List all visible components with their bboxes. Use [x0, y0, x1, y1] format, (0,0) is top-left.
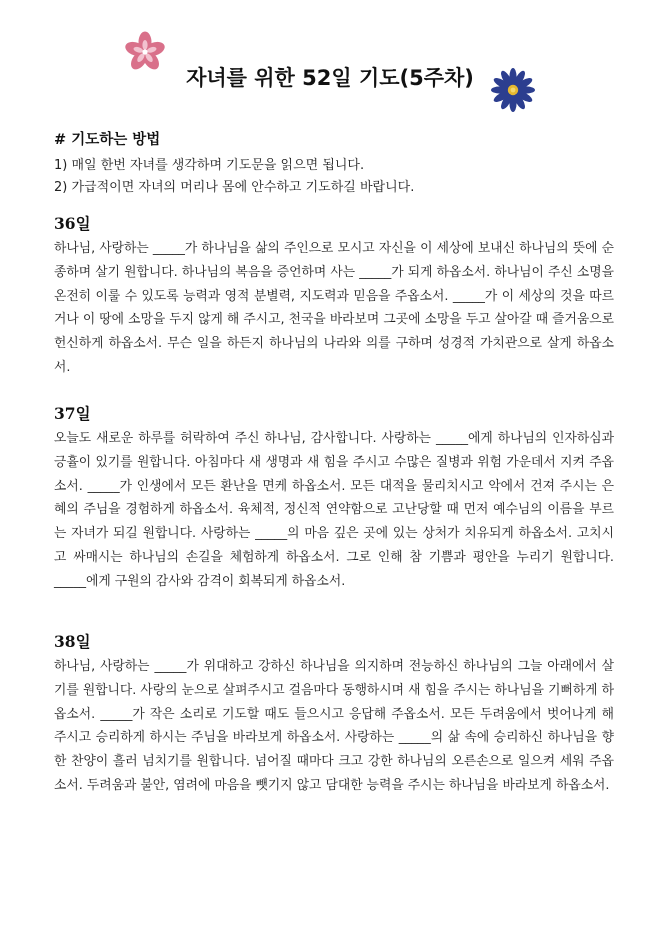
day-38-section [54, 630, 614, 798]
day-heading: 38일 [54, 632, 91, 651]
blue-flower-icon [490, 67, 536, 113]
day-heading: 37일 [54, 404, 91, 423]
page-title: 자녀를 위한 52일 기도(5주차) [186, 66, 474, 91]
method-item: 2) 가급적이면 자녀의 머리나 몸에 안수하고 기도하길 바랍니다. [54, 180, 415, 195]
day-37-section [54, 402, 614, 594]
day-36-section [54, 212, 614, 380]
prayer-content [54, 128, 614, 793]
prayer-text: 하나님, 사랑하는 _____가 하나님을 삶의 주인으로 모시고 자신을 이 세상에 보내신 하나님의 뜻에 순종하며 살기 원합니다. 하나님의 복음을 증언하며 사는 _____가 되게 하옵소서. 하나님이 주신 소명을 온전히 이룰 수 있도록 능력과 영적 분별력, 지도력과 믿음을 주옵소서. _____가 이 세상의 것을 따르거나 이 땅에 소망을 두지 않게 해 주시고, 천국을 바라보며 그곳에 소망을 두고 살아갈 때 즐거움으로 헌신하게 하옵소서. 무슨 일을 하든지 하나님의 나라와 의를 구하며 성경적 가치관으로 살게 하옵소서. [54, 241, 614, 375]
method-section [54, 128, 614, 199]
prayer-text: 하나님, 사랑하는 _____가 위대하고 강하신 하나님을 의지하며 전능하신 하나님의 그늘 아래에서 살기를 원합니다. 사랑의 눈으로 살펴주시고 걸음마다 동행하시며 새 힘을 주시는 하나님을 기뻐하게 하옵소서. _____가 작은 소리로 기도할 때도 들으시고 응답해 주옵소서. 모든 두려움에서 벗어나게 해 주시고 승리하게 하시는 주님을 바라보게 하옵소서. 사랑하는 _____의 삶 속에 승리하신 하나님을 향한 찬양이 흘러 넘치기를 원합니다. 넘어질 때마다 크고 강한 하나님의 오른손으로 일으켜 세워 주옵소서. 두려움과 불안, 염려에 마음을 뺏기지 않고 담대한 능력을 주시는 하나님을 바라보게 하옵소서. [54, 659, 614, 793]
method-heading: # 기도하는 방법 [54, 132, 161, 148]
day-heading: 36일 [54, 214, 91, 233]
method-item: 1) 매일 한번 자녀를 생각하며 기도문을 읽으면 됩니다. [54, 158, 365, 173]
prayer-text: 오늘도 새로운 하루를 허락하여 주신 하나님, 감사합니다. 사랑하는 _____에게 하나님의 인자하심과 긍휼이 있기를 원합니다. 아침마다 새 생명과 새 힘을 주시고 수많은 질병과 위험 가운데서 지켜 주옵소서. _____가 인생에서 모든 환난을 면케 하옵소서. 모든 대적을 물리치시고 악에서 건져 주시는 은혜의 주님을 경험하게 하옵소서. 육체적, 정신적 연약함으로 고난당할 때 먼저 예수님의 이름을 부르는 자녀가 되길 원합니다. 사랑하는 _____의 마음 깊은 곳에 있는 상처가 치유되게 하옵소서. 고치시고 싸매시는 하나님의 손길을 체험하게 하옵소서. 그로 인해 참 기쁨과 평안을 누리기 원합니다. _____에게 구원의 감사와 감격이 회복되게 하옵소서. [54, 431, 614, 589]
